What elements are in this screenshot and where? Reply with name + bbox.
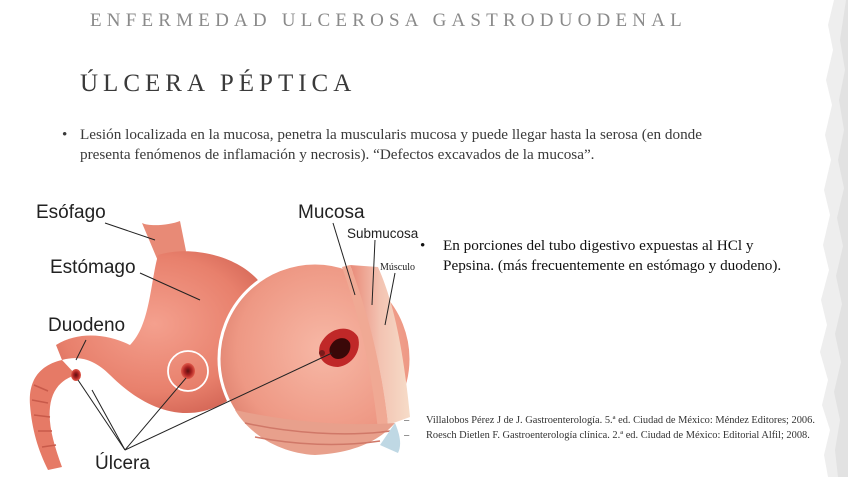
reference-text: Roesch Dietlen F. Gastroenterología clínica. 2.ª ed. Ciudad de México: Editorial Alfil; 2008. <box>426 429 810 441</box>
label-estomago: Estómago <box>50 257 136 278</box>
main-bullet-text: Lesión localizada en la mucosa, penetra la muscularis mucosa y puede llegar hasta la serosa (en donde presenta fenómenos de inflamación y necrosis). “Defectos excavados de la mucosa”. <box>80 126 703 163</box>
label-duodeno: Duodeno <box>48 315 126 336</box>
label-submucosa: Submucosa <box>347 226 419 241</box>
main-bullet <box>62 125 722 165</box>
bullet-marker: • <box>62 126 68 143</box>
right-bullet <box>420 236 792 276</box>
label-ulcera: Úlcera <box>95 453 150 474</box>
stomach-illustration <box>0 195 430 477</box>
reference-marker: – <box>404 429 410 441</box>
label-mucosa: Mucosa <box>298 202 365 223</box>
reference-item <box>404 430 848 443</box>
reference-marker: – <box>404 415 410 426</box>
page-title: ÚLCERA PÉPTICA <box>80 70 357 97</box>
reference-item <box>404 415 848 428</box>
label-esofago: Esófago <box>36 202 106 223</box>
bullet-marker: • <box>420 237 426 254</box>
references <box>404 415 848 444</box>
section-header: ENFERMEDAD ULCEROSA GASTRODUODENAL <box>90 10 687 31</box>
reference-text: Villalobos Pérez J de J. Gastroenterología. 5.ª ed. Ciudad de México: Méndez Editores; 2006. <box>426 415 815 426</box>
right-bullet-text: En porciones del tubo digestivo expuestas al HCl y Pepsina. (más frecuentemente en estómago y duodeno). <box>443 237 782 274</box>
label-musculo: Músculo <box>380 262 415 273</box>
